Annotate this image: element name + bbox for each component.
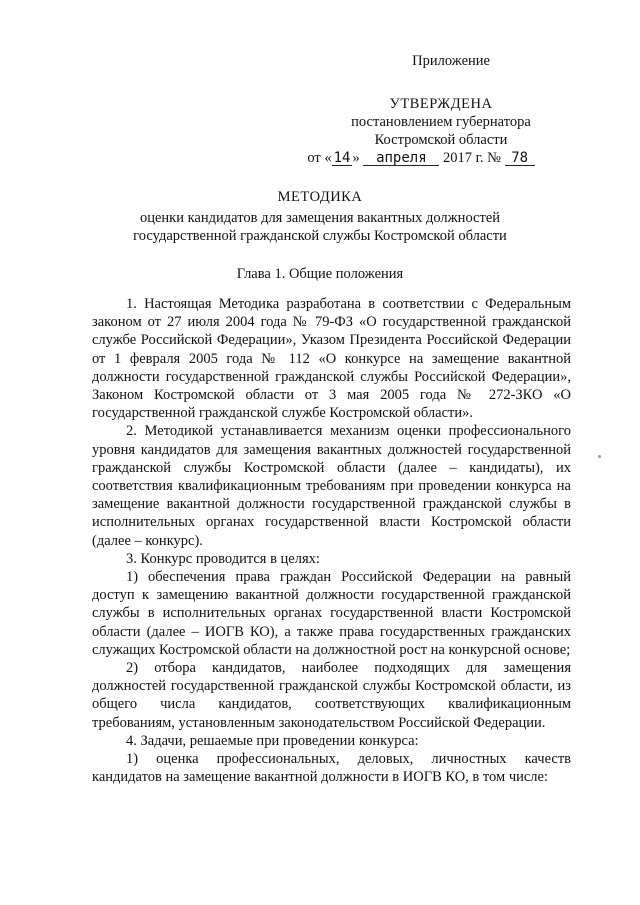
approval-block (307, 95, 541, 167)
paragraph-4: 4. Задачи, решаемые при проведении конкурса: (126, 732, 419, 749)
approval-date-line (301, 149, 541, 167)
paragraph-3: 3. Конкурс проводится в целях: (126, 550, 320, 567)
date-mid: » (352, 150, 360, 166)
handwritten-number: 78 (505, 151, 535, 166)
paragraph-1: 1. Настоящая Методика разработана в соответствии с Федеральным законом от 27 июля 2004 года № 79-ФЗ «О государственной гражданской службе Российской Федерации», Указом Президента Российской Федерации от 1 февраля 2005 года № 112 «О конкурсе на замещение вакантной должности государственной гражданской службы Российской Федерации», Законом Костромской области от 3 мая 2005 года № 272-ЗКО «О государственной гражданской службе Костромской области». (92, 296, 571, 422)
paragraph-2: 2. Методикой устанавливается механизм оценки профессионального уровня кандидатов для замещения вакантных должностей государственной гражданской службы Костромской области (далее – кандидаты), их соответствия квалификационным требованиям при проведении конкурса на замещение вакантной должности государственной гражданской службы в исполнительных органах государственной власти Костромской области (далее – конкурс). (92, 423, 571, 549)
approved-heading: УТВЕРЖДЕНА (389, 96, 493, 112)
chapter-heading: Глава 1. Общие положения (236, 266, 404, 282)
year-text: 2017 г. № (442, 150, 502, 166)
date-prefix: от « (307, 150, 332, 166)
appendix-label: Приложение (412, 53, 490, 69)
paragraph-3-item-1: 1) обеспечения права граждан Российской Федерации на равный доступ к замещению вакантной должности государственной гражданской службы в исполнительных органах государственной власти Костромской области (далее – ИОГВ КО), а также права государственных гражданских служащих Костромской области на должностной рост на конкурсной основе; (92, 569, 571, 658)
handwritten-month: апреля (363, 151, 439, 166)
document-body (92, 295, 571, 786)
paragraph-3-item-2: 2) отбора кандидатов, наиболее подходящих для замещения должностей государственной гражданской службы Костромской области, из общего числа кандидатов, соответствующих квалификационным требованиям, установленным законодательством Российской Федерации. (92, 660, 571, 731)
document-subtitle-line-2: государственной гражданской службы Костромской области (133, 228, 507, 244)
approval-line-2: Костромской области (374, 132, 508, 148)
approval-line-1: постановлением губернатора (351, 114, 531, 130)
handwritten-day: 14 (333, 150, 351, 166)
document-title: МЕТОДИКА (277, 189, 363, 205)
scan-speck (598, 455, 601, 458)
paragraph-4-item-1: 1) оценка профессиональных, деловых, личностных качеств кандидатов на замещение вакантной должности в ИОГВ КО, в том числе: (92, 751, 571, 786)
document-subtitle-line-1: оценки кандидатов для замещения вакантных должностей (139, 210, 501, 226)
